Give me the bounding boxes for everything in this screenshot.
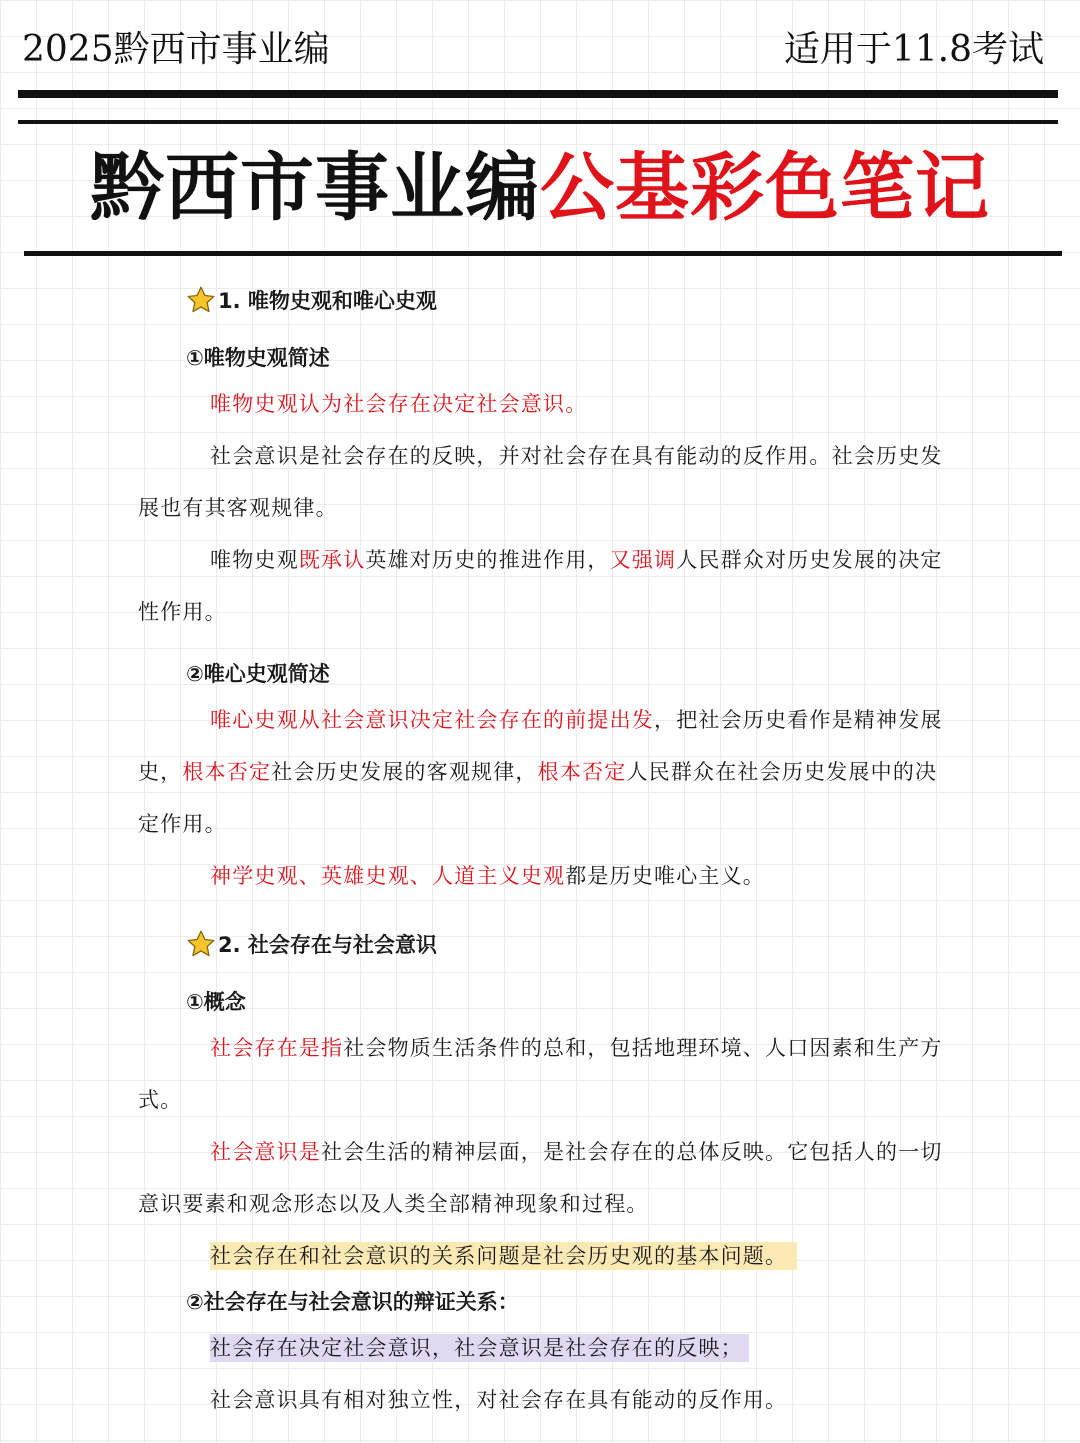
section-heading-text: 2. 社会存在与社会意识 [218, 933, 437, 957]
red-text: 又强调 [609, 548, 677, 572]
highlighted-text: 社会存在和社会意识的关系问题是社会历史观的基本问题。 [210, 1242, 797, 1270]
subheading: ②社会存在与社会意识的辩证关系： [186, 1290, 519, 1314]
paragraph [138, 378, 946, 430]
subheading: ①概念 [186, 990, 246, 1014]
red-text: 神学史观、英雄史观、人道主义史观 [210, 864, 566, 888]
red-text: 社会意识是 [210, 1140, 321, 1164]
paragraph: 社会意识具有相对独立性，对社会存在具有能动的反作用。 [210, 1388, 788, 1412]
notes-content [138, 278, 946, 1426]
star-icon [186, 929, 216, 959]
red-text: 根本否定 [537, 760, 627, 784]
divider [24, 251, 1062, 256]
paragraph: 唯心史观从社会意识决定社会存在的前提出发，把社会历史看作是精神发展史，根本否定社会历史发展的客观规律，根本否定人民群众在社会历史发展中的决定作用。 [138, 708, 943, 836]
paragraph [138, 1322, 946, 1374]
paragraph: 唯物史观既承认英雄对历史的推进作用，又强调人民群众对历史发展的决定性作用。 [138, 548, 943, 624]
subheading: ②唯心史观简述 [186, 662, 330, 686]
red-text: 唯心史观从社会意识决定社会存在的前提出发 [210, 708, 654, 732]
divider [18, 120, 1058, 124]
red-text: 根本否定 [182, 760, 272, 784]
title-black-part: 黔西市事业编 [90, 145, 540, 231]
paragraph: 社会意识是社会存在的反映，并对社会存在具有能动的反作用。社会历史发展也有其客观规律。 [138, 444, 943, 520]
page-title [0, 140, 1080, 236]
section-heading-text: 1. 唯物史观和唯心史观 [218, 289, 437, 313]
paragraph: 社会存在是指社会物质生活条件的总和，包括地理环境、人口因素和生产方式。 [138, 1036, 943, 1112]
paragraph: 神学史观、英雄史观、人道主义史观都是历史唯心主义。 [210, 864, 766, 888]
red-text: 既承认 [298, 548, 366, 572]
header-left-label: 2025黔西市事业编 [22, 29, 330, 70]
section-heading [138, 278, 946, 322]
highlighted-text: 社会存在决定社会意识，社会意识是社会存在的反映； [210, 1334, 749, 1362]
subheading: ①唯物史观简述 [186, 346, 330, 370]
header-right-label: 适用于11.8考试 [783, 29, 1044, 70]
title-red-part: 公基彩色笔记 [540, 145, 990, 231]
star-icon [186, 285, 216, 315]
paragraph: 社会意识是社会生活的精神层面，是社会存在的总体反映。它包括人的一切意识要素和观念形态以及人类全部精神现象和过程。 [138, 1140, 943, 1216]
red-text: 唯物史观认为社会存在决定社会意识。 [210, 392, 588, 416]
red-text: 社会存在是指 [210, 1036, 344, 1060]
section-heading [138, 922, 946, 966]
divider [18, 90, 1058, 98]
paragraph [138, 1230, 946, 1282]
